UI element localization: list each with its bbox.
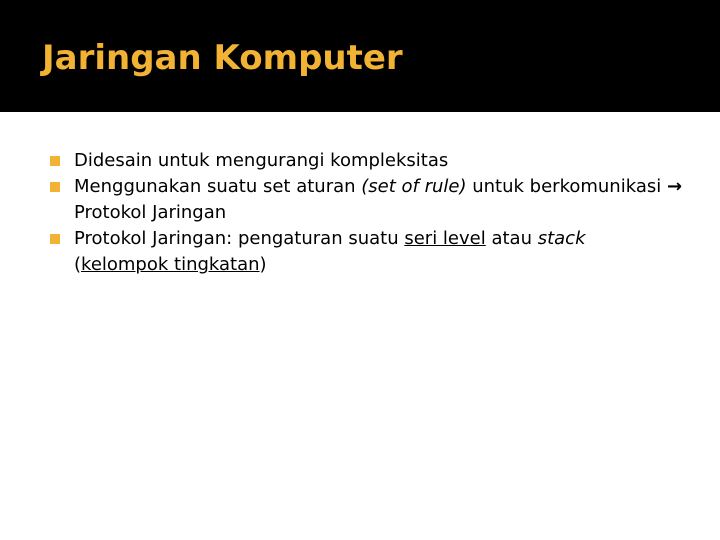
bullet-underlined-text: seri level (404, 228, 486, 249)
bullet-underlined-text: kelompok tingkatan (81, 254, 260, 275)
right-arrow-icon: → (666, 176, 683, 197)
bullet-italic-text: (set of rule) (361, 176, 467, 197)
square-bullet-icon (50, 234, 60, 244)
square-bullet-icon (50, 156, 60, 166)
bullet-text: Didesain untuk mengurangi kompleksitas (74, 150, 449, 171)
bullet-text: Protokol Jaringan: pengaturan suatu (74, 228, 405, 249)
square-bullet-icon (50, 182, 60, 192)
bullet-text: ( (74, 254, 82, 275)
bullet-italic-text: stack (537, 228, 586, 249)
bullet-text: Menggunakan suatu set aturan (74, 176, 362, 197)
bullet-item (44, 174, 684, 226)
title-band (0, 0, 720, 112)
bullet-text: untuk berkomunikasi (466, 176, 667, 197)
bullet-text: ) (259, 254, 267, 275)
slide-title: Jaringan Komputer (42, 38, 403, 78)
bullet-text: atau (485, 228, 538, 249)
bullet-list (44, 148, 684, 278)
bullet-item (44, 226, 684, 278)
bullet-item (44, 148, 684, 174)
bullet-text: Protokol Jaringan (74, 202, 227, 223)
